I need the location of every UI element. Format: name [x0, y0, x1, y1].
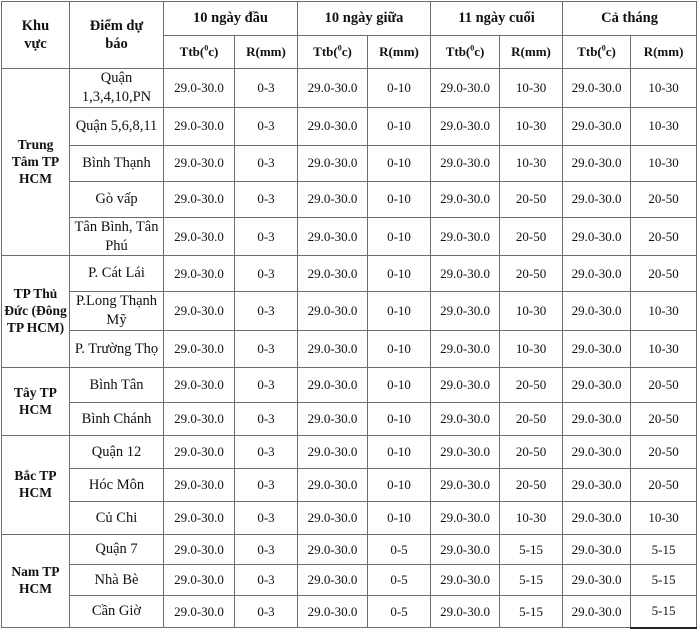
temp-month-cell: 29.0-30.0 [563, 292, 631, 331]
rain-middle-cell: 0-10 [368, 145, 431, 181]
temp-month-cell: 29.0-30.0 [563, 502, 631, 535]
temp-first-cell: 29.0-30.0 [164, 331, 235, 368]
rain-header: R(mm) [500, 36, 563, 69]
rain-month-cell: 10-30 [631, 502, 697, 535]
temp-middle-cell: 29.0-30.0 [298, 469, 368, 502]
table-row [2, 596, 697, 628]
temp-first-cell: 29.0-30.0 [164, 403, 235, 436]
temp-middle-cell: 29.0-30.0 [298, 69, 368, 108]
temp-last-cell: 29.0-30.0 [431, 535, 500, 565]
rain-first-cell: 0-3 [235, 436, 298, 469]
location-cell: Bình Thạnh [70, 145, 164, 181]
table-row [2, 69, 697, 108]
temp-month-cell: 29.0-30.0 [563, 403, 631, 436]
rain-header: R(mm) [368, 36, 431, 69]
temp-last-cell: 29.0-30.0 [431, 256, 500, 292]
temp-middle-cell: 29.0-30.0 [298, 596, 368, 628]
rain-month-cell: 20-50 [631, 181, 697, 217]
rain-middle-cell: 0-10 [368, 107, 431, 145]
temp-first-cell: 29.0-30.0 [164, 145, 235, 181]
temp-middle-cell: 29.0-30.0 [298, 331, 368, 368]
table-row [2, 436, 697, 469]
temp-last-cell: 29.0-30.0 [431, 181, 500, 217]
rain-first-cell: 0-3 [235, 596, 298, 628]
rain-month-cell: 5-15 [631, 565, 697, 596]
rain-first-cell: 0-3 [235, 69, 298, 108]
temp-header: Ttb($^0$c) [563, 36, 631, 69]
rain-header: R(mm) [235, 36, 298, 69]
rain-first-cell: 0-3 [235, 256, 298, 292]
location-cell: Quận 1,3,4,10,PN [70, 69, 164, 108]
rain-middle-cell: 0-10 [368, 217, 431, 256]
temp-header: Ttb($^0$c) [431, 36, 500, 69]
temp-middle-cell: 29.0-30.0 [298, 403, 368, 436]
temp-month-cell: 29.0-30.0 [563, 565, 631, 596]
rain-last-cell: 20-50 [500, 217, 563, 256]
temp-month-cell: 29.0-30.0 [563, 596, 631, 628]
temp-month-cell: 29.0-30.0 [563, 436, 631, 469]
location-cell: Gò vấp [70, 181, 164, 217]
temp-last-cell: 29.0-30.0 [431, 403, 500, 436]
rain-last-cell: 10-30 [500, 107, 563, 145]
temp-last-cell: 29.0-30.0 [431, 331, 500, 368]
temp-first-cell: 29.0-30.0 [164, 535, 235, 565]
period-header-last: 11 ngày cuối [431, 2, 563, 36]
rain-last-cell: 10-30 [500, 502, 563, 535]
table-row [2, 256, 697, 292]
temp-last-cell: 29.0-30.0 [431, 145, 500, 181]
region-cell: Tây TP HCM [2, 368, 70, 436]
rain-middle-cell: 0-10 [368, 331, 431, 368]
temp-month-cell: 29.0-30.0 [563, 145, 631, 181]
rain-middle-cell: 0-10 [368, 469, 431, 502]
forecast-table [1, 1, 697, 629]
temp-middle-cell: 29.0-30.0 [298, 217, 368, 256]
rain-first-cell: 0-3 [235, 565, 298, 596]
rain-last-cell: 20-50 [500, 368, 563, 403]
region-cell: Trung Tâm TP HCM [2, 69, 70, 256]
rain-first-cell: 0-3 [235, 181, 298, 217]
location-cell: Cần Giờ [70, 596, 164, 628]
temp-first-cell: 29.0-30.0 [164, 256, 235, 292]
rain-last-cell: 20-50 [500, 469, 563, 502]
rain-middle-cell: 0-10 [368, 256, 431, 292]
rain-first-cell: 0-3 [235, 469, 298, 502]
rain-last-cell: 10-30 [500, 292, 563, 331]
period-header-month: Cả tháng [563, 2, 697, 36]
table-row [2, 469, 697, 502]
temp-last-cell: 29.0-30.0 [431, 107, 500, 145]
temp-month-cell: 29.0-30.0 [563, 107, 631, 145]
location-cell: P. Trường Thọ [70, 331, 164, 368]
temp-last-cell: 29.0-30.0 [431, 69, 500, 108]
rain-first-cell: 0-3 [235, 403, 298, 436]
rain-first-cell: 0-3 [235, 292, 298, 331]
rain-first-cell: 0-3 [235, 107, 298, 145]
location-cell: Tân Bình, Tân Phú [70, 217, 164, 256]
location-cell: Quận 7 [70, 535, 164, 565]
rain-month-cell: 10-30 [631, 292, 697, 331]
location-cell: Bình Tân [70, 368, 164, 403]
temp-middle-cell: 29.0-30.0 [298, 535, 368, 565]
temp-middle-cell: 29.0-30.0 [298, 107, 368, 145]
rain-last-cell: 5-15 [500, 596, 563, 628]
temp-first-cell: 29.0-30.0 [164, 596, 235, 628]
temp-last-cell: 29.0-30.0 [431, 292, 500, 331]
rain-month-cell: 5-15 [631, 535, 697, 565]
temp-first-cell: 29.0-30.0 [164, 469, 235, 502]
rain-month-cell: 10-30 [631, 331, 697, 368]
temp-first-cell: 29.0-30.0 [164, 502, 235, 535]
rain-middle-cell: 0-10 [368, 368, 431, 403]
temp-first-cell: 29.0-30.0 [164, 368, 235, 403]
rain-middle-cell: 0-10 [368, 436, 431, 469]
temp-month-cell: 29.0-30.0 [563, 535, 631, 565]
table-row [2, 217, 697, 256]
rain-first-cell: 0-3 [235, 535, 298, 565]
temp-first-cell: 29.0-30.0 [164, 565, 235, 596]
rain-last-cell: 10-30 [500, 331, 563, 368]
table-row [2, 331, 697, 368]
rain-last-cell: 20-50 [500, 181, 563, 217]
table-row [2, 535, 697, 565]
temp-last-cell: 29.0-30.0 [431, 565, 500, 596]
temp-last-cell: 29.0-30.0 [431, 596, 500, 628]
rain-last-cell: 5-15 [500, 535, 563, 565]
temp-last-cell: 29.0-30.0 [431, 469, 500, 502]
location-cell: P.Long Thạnh Mỹ [70, 292, 164, 331]
rain-first-cell: 0-3 [235, 217, 298, 256]
table-row [2, 107, 697, 145]
location-cell: Củ Chi [70, 502, 164, 535]
rain-month-cell: 10-30 [631, 69, 697, 108]
rain-month-cell: 20-50 [631, 256, 697, 292]
rain-last-cell: 20-50 [500, 403, 563, 436]
temp-first-cell: 29.0-30.0 [164, 217, 235, 256]
rain-month-cell: 20-50 [631, 469, 697, 502]
rain-last-cell: 20-50 [500, 436, 563, 469]
rain-month-cell: 20-50 [631, 403, 697, 436]
rain-middle-cell: 0-10 [368, 69, 431, 108]
temp-middle-cell: 29.0-30.0 [298, 256, 368, 292]
temp-month-cell: 29.0-30.0 [563, 256, 631, 292]
rain-first-cell: 0-3 [235, 145, 298, 181]
temp-middle-cell: 29.0-30.0 [298, 436, 368, 469]
temp-month-cell: 29.0-30.0 [563, 331, 631, 368]
rain-middle-cell: 0-5 [368, 535, 431, 565]
rain-month-cell: 10-30 [631, 145, 697, 181]
rain-first-cell: 0-3 [235, 331, 298, 368]
rain-month-cell: 10-30 [631, 107, 697, 145]
degree-superscript: 0 [204, 43, 209, 53]
period-header-middle: 10 ngày giữa [298, 2, 431, 36]
region-header: Khu vực [2, 2, 70, 69]
table-row [2, 403, 697, 436]
temp-middle-cell: 29.0-30.0 [298, 565, 368, 596]
region-cell: TP Thủ Đức (Đông TP HCM) [2, 256, 70, 368]
temp-last-cell: 29.0-30.0 [431, 368, 500, 403]
rain-middle-cell: 0-10 [368, 181, 431, 217]
rain-last-cell: 10-30 [500, 145, 563, 181]
rain-middle-cell: 0-5 [368, 565, 431, 596]
rain-middle-cell: 0-10 [368, 403, 431, 436]
rain-month-cell: 5-15 [631, 596, 697, 628]
rain-month-cell: 20-50 [631, 217, 697, 256]
location-cell: P. Cát Lái [70, 256, 164, 292]
location-cell: Bình Chánh [70, 403, 164, 436]
temp-last-cell: 29.0-30.0 [431, 502, 500, 535]
temp-header: Ttb($^0$c) [298, 36, 368, 69]
table-row [2, 292, 697, 331]
rain-first-cell: 0-3 [235, 502, 298, 535]
period-header-first: 10 ngày đầu [164, 2, 298, 36]
table-row [2, 145, 697, 181]
rain-middle-cell: 0-5 [368, 596, 431, 628]
rain-middle-cell: 0-10 [368, 292, 431, 331]
location-cell: Quận 5,6,8,11 [70, 107, 164, 145]
temp-month-cell: 29.0-30.0 [563, 368, 631, 403]
temp-first-cell: 29.0-30.0 [164, 292, 235, 331]
temp-middle-cell: 29.0-30.0 [298, 368, 368, 403]
degree-superscript: 0 [470, 43, 475, 53]
rain-last-cell: 20-50 [500, 256, 563, 292]
temp-month-cell: 29.0-30.0 [563, 181, 631, 217]
rain-last-cell: 5-15 [500, 565, 563, 596]
table-row [2, 368, 697, 403]
temp-last-cell: 29.0-30.0 [431, 436, 500, 469]
temp-first-cell: 29.0-30.0 [164, 181, 235, 217]
rain-month-cell: 20-50 [631, 368, 697, 403]
temp-middle-cell: 29.0-30.0 [298, 502, 368, 535]
table-row [2, 565, 697, 596]
temp-month-cell: 29.0-30.0 [563, 217, 631, 256]
temp-last-cell: 29.0-30.0 [431, 217, 500, 256]
rain-header: R(mm) [631, 36, 697, 69]
rain-first-cell: 0-3 [235, 368, 298, 403]
location-header: Điểm dự báo [70, 2, 164, 69]
degree-superscript: 0 [337, 43, 342, 53]
temp-month-cell: 29.0-30.0 [563, 469, 631, 502]
rain-month-cell: 20-50 [631, 436, 697, 469]
table-row [2, 181, 697, 217]
table-row [2, 502, 697, 535]
temp-middle-cell: 29.0-30.0 [298, 181, 368, 217]
temp-month-cell: 29.0-30.0 [563, 69, 631, 108]
forecast-body [2, 69, 697, 628]
temp-middle-cell: 29.0-30.0 [298, 292, 368, 331]
temp-first-cell: 29.0-30.0 [164, 107, 235, 145]
location-cell: Quận 12 [70, 436, 164, 469]
temp-header: Ttb($^0$c) [164, 36, 235, 69]
degree-superscript: 0 [601, 43, 606, 53]
location-cell: Nhà Bè [70, 565, 164, 596]
header-row-periods [2, 2, 697, 36]
rain-middle-cell: 0-10 [368, 502, 431, 535]
region-cell: Nam TP HCM [2, 535, 70, 628]
rain-last-cell: 10-30 [500, 69, 563, 108]
temp-first-cell: 29.0-30.0 [164, 436, 235, 469]
region-cell: Bắc TP HCM [2, 436, 70, 535]
location-cell: Hóc Môn [70, 469, 164, 502]
temp-middle-cell: 29.0-30.0 [298, 145, 368, 181]
temp-first-cell: 29.0-30.0 [164, 69, 235, 108]
